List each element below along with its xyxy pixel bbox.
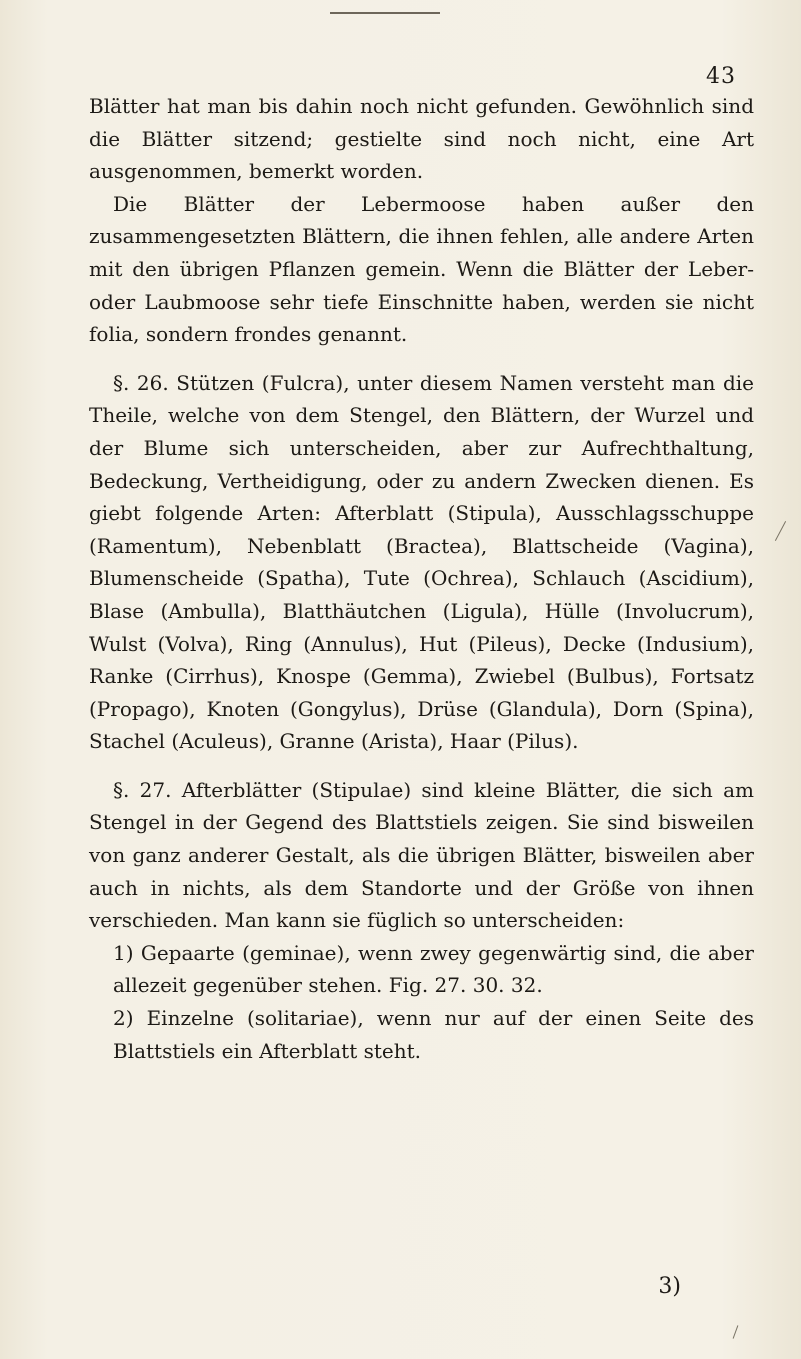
section-26-paragraph: §. 26. Stützen (Fulcra), unter diesem Namen versteht man die Theile, welche von dem Stengel, den Blättern, der Wurzel und der Blume sich unterscheiden, aber zur Aufrechthaltung, Bedeckung, Vertheidigung, oder zu andern Zwecken dienen. Es giebt folgende Arten: Afterblatt (Stipula), Ausschlagsschuppe (Ramentum), Nebenblatt (Bractea), Blattscheide (Vagina), Blumenscheide (Spatha), Tute (Ochrea), Schlauch (Ascidium), Blase (Ambulla), Blatthäutchen (Ligula), Hülle (Involucrum), Wulst (Volva), Ring (Annulus), Hut (Pileus), Decke (Indusium), Ranke (Cirrhus), Knospe (Gemma), Zwiebel (Bulbus), Fortsatz (Propago), Knoten (Gongylus), Drüse (Glandula), Dorn (Spina), Stachel (Aculeus), Granne (Arista), Haar (Pilus). <box>89 370 754 754</box>
list-item: 2) Einzelne (solitariae), wenn nur auf der einen Seite des Blattstiels ein Afterblatt steht. <box>113 1006 754 1063</box>
page-number: 43 <box>706 64 736 89</box>
section-27-paragraph: §. 27. Afterblätter (Stipulae) sind kleine Blätter, die sich am Stengel in der Gegend des Blattstiels zeigen. Sie sind bisweilen von ganz anderer Gestalt, als die übrigen Blätter, bisweilen aber auch in nichts, als dem Standorte und der Größe von ihnen verschieden. Man kann sie füglich so unterscheiden: <box>89 777 754 933</box>
paragraph: Die Blätter der Lebermoose haben außer den zusammengesetzten Blättern, die ihnen fehlen, alle andere Arten mit den übrigen Pflanzen gemein. Wenn die Blätter der Leber- oder Laubmoose sehr tiefe Einschnitte haben, werden sie nicht folia, sondern frondes genannt. <box>89 191 754 347</box>
catchword: 3) <box>658 1274 681 1299</box>
body-text <box>89 90 754 1067</box>
paragraph: Blätter hat man bis dahin noch nicht gefunden. Gewöhnlich sind die Blätter sitzend; gestielte sind noch nicht, eine Art ausgenommen, bemerkt worden. <box>89 94 754 184</box>
margin-pencil-mark <box>775 521 786 541</box>
margin-pencil-mark <box>733 1325 739 1338</box>
header-rule <box>330 12 440 14</box>
list-item: 1) Gepaarte (geminae), wenn zwey gegenwärtig sind, die aber allezeit gegenüber stehen. Fig. 27. 30. 32. <box>113 940 754 998</box>
